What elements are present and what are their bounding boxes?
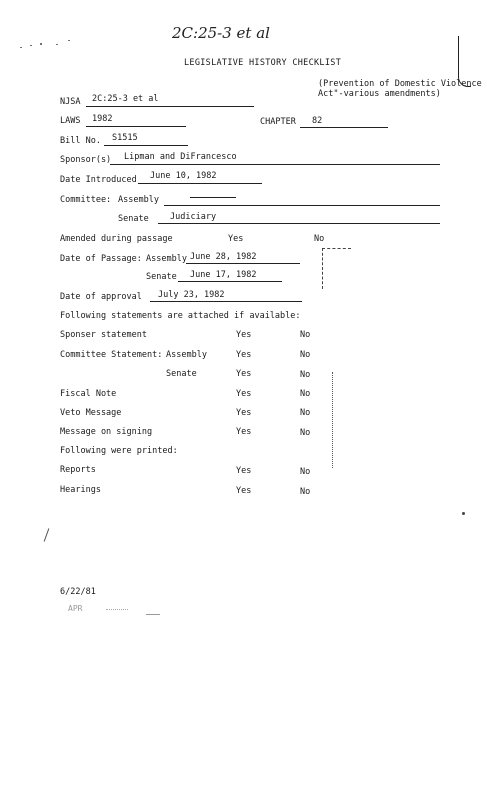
passage-label: Date of Passage: <box>60 254 142 264</box>
received-stamp: APR <box>68 604 83 613</box>
committee-assembly-underline <box>164 205 440 206</box>
statement-no: No <box>300 389 311 399</box>
scan-mark <box>462 512 465 515</box>
margin-scan-mark <box>332 372 333 468</box>
act-note: (Prevention of Domestic Violence Act"-various amendments) <box>318 79 482 99</box>
statement-sublabel: Senate <box>166 369 197 379</box>
amended-yes: Yes <box>228 234 244 244</box>
bill-label: Bill No. <box>60 136 101 146</box>
printed-heading: Following were printed: <box>60 446 178 456</box>
committee-senate-value: Judiciary <box>170 212 217 222</box>
document-title: LEGISLATIVE HISTORY CHECKLIST <box>184 58 342 68</box>
njsa-label: NJSA <box>60 97 81 107</box>
passage-assembly-underline <box>186 263 300 264</box>
chapter-value: 82 <box>312 116 323 126</box>
statement-no: No <box>300 330 311 340</box>
printed-label: Reports <box>60 465 96 475</box>
intro-label: Date Introduced <box>60 175 137 185</box>
intro-value: June 10, 1982 <box>150 171 217 181</box>
njsa-value: 2C:25-3 et al <box>92 94 159 104</box>
bill-value: S1515 <box>112 133 138 143</box>
committee-label: Committee: <box>60 195 112 205</box>
passage-senate-label: Senate <box>146 272 177 282</box>
statement-label: Message on signing <box>60 427 153 437</box>
statement-yes: Yes <box>236 369 252 379</box>
approval-underline <box>150 301 302 302</box>
approval-label: Date of approval <box>60 292 142 302</box>
bill-underline <box>104 145 188 146</box>
intro-underline <box>138 183 262 184</box>
printed-yes: Yes <box>236 466 252 476</box>
scan-mark <box>56 44 58 45</box>
statement-no: No <box>300 370 311 380</box>
scan-mark <box>20 47 22 48</box>
printed-yes: Yes <box>236 486 252 496</box>
margin-bracket <box>458 36 471 87</box>
assembly-dash <box>190 197 236 198</box>
statements-heading: Following statements are attached if available: <box>60 311 301 321</box>
printed-no: No <box>300 467 311 477</box>
committee-assembly-label: Assembly <box>118 195 159 205</box>
approval-value: July 23, 1982 <box>158 290 225 300</box>
statement-label: Committee Statement: <box>60 350 163 360</box>
committee-senate-label: Senate <box>118 214 149 224</box>
scan-mark <box>30 45 32 46</box>
statement-no: No <box>300 428 311 438</box>
passage-assembly-value: June 28, 1982 <box>190 252 257 262</box>
statement-no: No <box>300 350 311 360</box>
statement-label: Fiscal Note <box>60 389 117 399</box>
statement-yes: Yes <box>236 389 252 399</box>
statement-yes: Yes <box>236 350 252 360</box>
statement-no: No <box>300 408 311 418</box>
passage-senate-underline <box>178 281 282 282</box>
scan-mark <box>40 43 42 45</box>
footer-date: 6/22/81 <box>60 587 96 597</box>
stamp-smudge <box>146 614 160 615</box>
laws-label: LAWS <box>60 116 81 126</box>
printed-no: No <box>300 487 311 497</box>
sponsor-value: Lipman and DiFrancesco <box>124 152 237 162</box>
printed-label: Hearings <box>60 485 101 495</box>
statement-label: Veto Message <box>60 408 122 418</box>
passage-assembly-label: Assembly <box>146 254 187 264</box>
statement-yes: Yes <box>236 408 252 418</box>
passage-senate-value: June 17, 1982 <box>190 270 257 280</box>
handwritten-citation: 2C:25-3 et al <box>172 24 270 42</box>
laws-underline <box>86 126 186 127</box>
stamp-smudge <box>106 609 128 610</box>
committee-senate-underline <box>158 223 440 224</box>
scan-mark <box>68 40 70 41</box>
chapter-underline <box>300 127 388 128</box>
amended-label: Amended during passage <box>60 234 173 244</box>
margin-scan-mark <box>322 248 351 289</box>
statement-yes: Yes <box>236 330 252 340</box>
sponsor-underline <box>110 164 440 165</box>
laws-value: 1982 <box>92 114 113 124</box>
scan-mark <box>44 528 50 541</box>
statement-sublabel: Assembly <box>166 350 207 360</box>
sponsor-label: Sponsor(s) <box>60 155 112 165</box>
njsa-underline <box>86 106 254 107</box>
amended-no: No <box>314 234 325 244</box>
chapter-label: CHAPTER <box>260 117 296 127</box>
statement-yes: Yes <box>236 427 252 437</box>
statement-label: Sponser statement <box>60 330 147 340</box>
